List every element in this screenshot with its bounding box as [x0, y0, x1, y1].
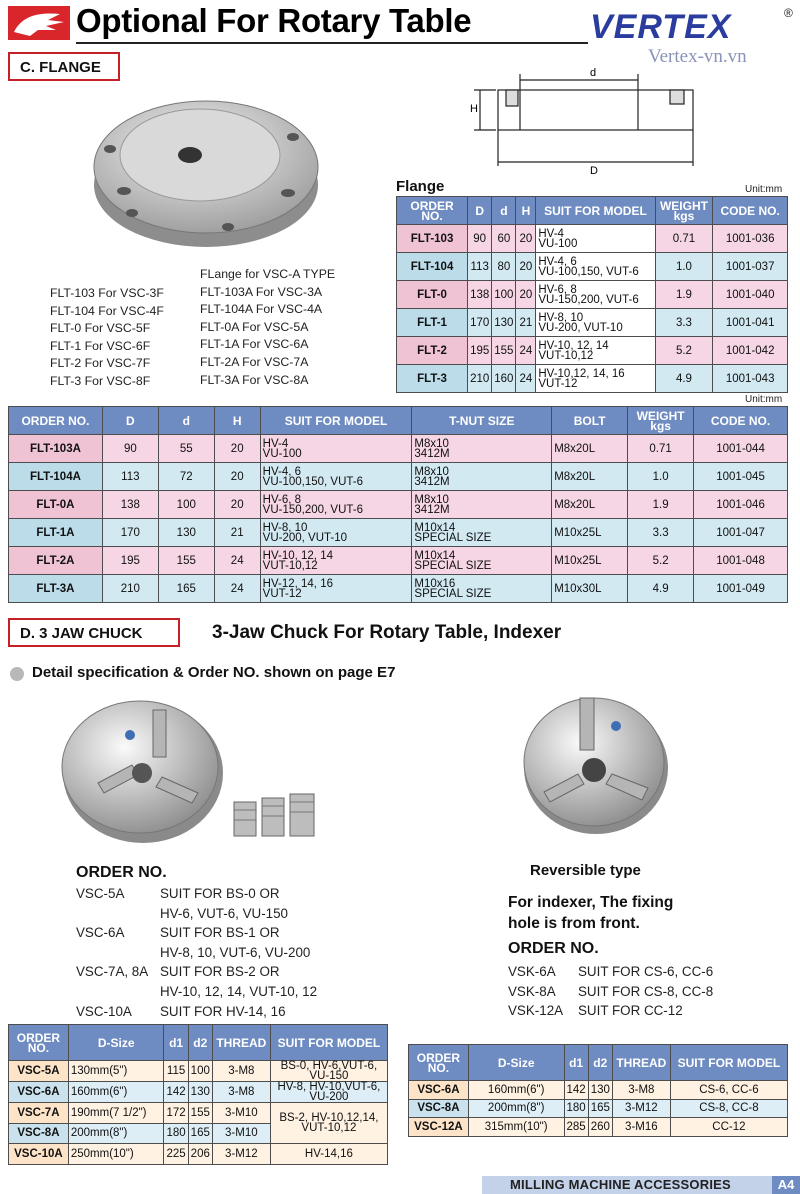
table-cell: 1001-046	[694, 491, 788, 519]
note-line: hole is from front.	[508, 915, 640, 932]
table-cell: 100	[492, 281, 516, 309]
column-header: D	[468, 197, 492, 225]
table-cell: 165	[588, 1099, 612, 1118]
column-header: THREAD	[612, 1045, 670, 1081]
table-cell: M8x10 3412M	[412, 435, 552, 463]
table-cell: 100	[188, 1061, 212, 1082]
table-cell: 130	[588, 1081, 612, 1100]
column-header: d2	[188, 1025, 212, 1061]
column-header: ORDER NO.	[409, 1045, 469, 1081]
order-code: VSK-6A	[508, 964, 556, 979]
table-cell: 24	[516, 365, 536, 393]
order-list-left	[76, 884, 317, 1021]
table-cell: 210	[102, 575, 158, 603]
table-cell: 1.0	[655, 253, 713, 281]
table-cell: M8x20L	[552, 491, 628, 519]
order-no-cell: VSC-12A	[409, 1118, 469, 1137]
table-cell: 285	[564, 1118, 588, 1137]
flange-photo	[88, 85, 323, 255]
table-cell: HV-4, 6 VU-100,150, VUT-6	[260, 463, 412, 491]
table-header-row	[9, 1025, 388, 1061]
order-text: SUIT FOR BS-2 OR	[160, 964, 280, 980]
table-cell: 0.71	[628, 435, 694, 463]
table-row	[9, 491, 788, 519]
list-item: FLT-2A For VSC-7A	[200, 354, 309, 369]
table-cell: HV-8, 10 VU-200, VUT-10	[536, 309, 655, 337]
section-tag-flange: C. FLANGE	[8, 52, 120, 81]
column-header: CODE NO.	[713, 197, 788, 225]
order-code: VSC-10A	[76, 1003, 132, 1019]
table-cell: 1001-048	[694, 547, 788, 575]
table-cell: 1001-042	[713, 337, 788, 365]
order-no-cell: FLT-0A	[9, 491, 103, 519]
unit-label: Unit:mm	[745, 394, 783, 405]
table-row	[9, 519, 788, 547]
table-row	[409, 1081, 788, 1100]
table-cell: 20	[214, 491, 260, 519]
flange-a-table	[8, 406, 788, 603]
brand-registered-mark: ®	[784, 6, 793, 20]
table-cell: 130	[188, 1082, 212, 1103]
table-row	[397, 337, 788, 365]
reversible-chuck-photo	[520, 688, 670, 838]
table-cell: 1001-049	[694, 575, 788, 603]
table-cell: 1001-044	[694, 435, 788, 463]
column-header: d1	[164, 1025, 188, 1061]
list-item: FLT-3 For VSC-8F	[50, 373, 151, 388]
table-cell: 3-M12	[612, 1099, 670, 1118]
table-cell: M10x25L	[552, 547, 628, 575]
table-cell: 0.71	[655, 225, 713, 253]
table-cell: 3-M8	[212, 1061, 270, 1082]
bullet-icon	[10, 667, 24, 681]
column-header: D	[102, 407, 158, 435]
chuck-table-right	[408, 1044, 788, 1137]
column-header: d1	[564, 1045, 588, 1081]
table-cell: 160mm(6")	[468, 1081, 564, 1100]
column-header: SUIT FOR MODEL	[536, 197, 655, 225]
table-cell: 1001-045	[694, 463, 788, 491]
table-cell: 138	[102, 491, 158, 519]
table-cell: 155	[188, 1103, 212, 1124]
list-item: HV-10, 12, 14, VUT-10, 12	[160, 983, 318, 999]
list-item: FLT-104A For VSC-4A	[200, 302, 323, 317]
table-cell: 115	[164, 1061, 188, 1082]
flange-technical-drawing	[470, 66, 720, 178]
table-cell: BS-2, HV-10,12,14, VUT-10,12	[270, 1103, 387, 1144]
table-cell: 55	[158, 435, 214, 463]
column-header: D-Size	[68, 1025, 164, 1061]
table-row	[9, 463, 788, 491]
table-cell: 170	[468, 309, 492, 337]
table-row	[397, 225, 788, 253]
table-cell: 1001-036	[713, 225, 788, 253]
table-cell: 260	[588, 1118, 612, 1137]
table-cell: 190mm(7 1/2")	[68, 1103, 164, 1124]
order-no-cell: FLT-3A	[9, 575, 103, 603]
order-no-cell: VSC-8A	[9, 1123, 69, 1144]
drawing-label-D: D	[590, 165, 598, 177]
drawing-label-h: H	[470, 103, 478, 115]
brand-logo-text: VERTEX	[590, 8, 732, 46]
table-cell: HV-4 VU-100	[536, 225, 655, 253]
table-cell: 138	[468, 281, 492, 309]
table-row	[397, 309, 788, 337]
order-code: VSC-6A	[76, 925, 125, 941]
order-no-cell: FLT-2	[397, 337, 468, 365]
table-cell: 113	[468, 253, 492, 281]
table-cell: M8x10 3412M	[412, 463, 552, 491]
list-item: FLT-103A For VSC-3A	[200, 284, 323, 299]
table-cell: 60	[492, 225, 516, 253]
order-text: SUIT FOR BS-1 OR	[160, 925, 280, 941]
flange-list-right	[200, 266, 335, 389]
table-cell: BS-0, HV-6,VUT-6, VU-150	[270, 1061, 387, 1082]
order-no-cell: FLT-1	[397, 309, 468, 337]
list-item	[76, 884, 317, 904]
reversible-label: Reversible type	[530, 862, 641, 879]
table-cell: 165	[158, 575, 214, 603]
table-cell: 180	[564, 1099, 588, 1118]
chuck-table-left	[8, 1024, 388, 1165]
table-cell: 72	[158, 463, 214, 491]
table-cell: 142	[564, 1081, 588, 1100]
brand-url: Vertex-vn.vn	[648, 46, 747, 67]
table-row	[409, 1118, 788, 1137]
table-cell: 3-M8	[212, 1082, 270, 1103]
list-item	[508, 982, 713, 1002]
table-cell: 24	[214, 575, 260, 603]
table-cell: 160	[492, 365, 516, 393]
column-header: H	[516, 197, 536, 225]
table-cell: HV-12, 14, 16 VUT-12	[260, 575, 412, 603]
footer-section-label: MILLING MACHINE ACCESSORIES	[510, 1177, 731, 1192]
order-text: SUIT FOR CS-6, CC-6	[578, 964, 714, 979]
column-header: ORDER NO.	[9, 407, 103, 435]
table-cell: 1.9	[655, 281, 713, 309]
column-header: T-NUT SIZE	[412, 407, 552, 435]
table-cell: 3.3	[655, 309, 713, 337]
order-text: SUIT FOR CC-12	[578, 1003, 683, 1019]
column-header: d2	[588, 1045, 612, 1081]
order-code: VSC-7A, 8A	[76, 964, 149, 980]
order-heading-right: ORDER NO.	[508, 940, 599, 957]
list-item: FLange for VSC-A TYPE	[200, 267, 336, 281]
table-cell: 21	[516, 309, 536, 337]
table-row	[9, 435, 788, 463]
drawing-label-d: d	[590, 67, 597, 79]
table-row	[9, 547, 788, 575]
table-cell: HV-8, 10 VU-200, VUT-10	[260, 519, 412, 547]
order-text: SUIT FOR CS-8, CC-8	[578, 983, 714, 999]
column-header: WEIGHT kgs	[628, 407, 694, 435]
table-cell: 113	[102, 463, 158, 491]
table-cell: 195	[102, 547, 158, 575]
table-header-row	[9, 407, 788, 435]
list-item	[76, 1002, 317, 1022]
table-cell: HV-10,12, 14, 16 VUT-12	[536, 365, 655, 393]
table-row	[397, 253, 788, 281]
order-text: SUIT FOR HV-14, 16	[160, 1003, 286, 1019]
table-cell: CS-6, CC-6	[670, 1081, 787, 1100]
table-cell: M10x14 SPECIAL SIZE	[412, 547, 552, 575]
table-row	[9, 575, 788, 603]
order-no-cell: VSC-6A	[409, 1081, 469, 1100]
table-cell: 210	[468, 365, 492, 393]
table-cell: 4.9	[628, 575, 694, 603]
table-cell: 20	[516, 253, 536, 281]
column-header: ORDER NO.	[397, 197, 468, 225]
table-cell: 1001-037	[713, 253, 788, 281]
table-cell: 24	[214, 547, 260, 575]
table-cell: 130	[158, 519, 214, 547]
table-cell: 20	[516, 281, 536, 309]
list-item	[508, 962, 713, 982]
list-item	[508, 1001, 713, 1021]
table-cell: HV-4 VU-100	[260, 435, 412, 463]
table-cell: 250mm(10")	[68, 1144, 164, 1165]
list-item: FLT-103 For VSC-3F	[50, 286, 164, 300]
table-cell: 180	[164, 1123, 188, 1144]
table-cell: 100	[158, 491, 214, 519]
table-cell: 20	[214, 435, 260, 463]
page-title: Optional For Rotary Table	[76, 2, 472, 39]
table-cell: 155	[158, 547, 214, 575]
list-item: FLT-0A For VSC-5A	[200, 319, 309, 334]
table-cell: 225	[164, 1144, 188, 1165]
flange-list-left	[50, 285, 164, 391]
table-cell: 5.2	[655, 337, 713, 365]
column-header: BOLT	[552, 407, 628, 435]
table-row	[9, 1144, 388, 1165]
order-no-cell: VSC-8A	[409, 1099, 469, 1118]
column-header: CODE NO.	[694, 407, 788, 435]
table-header-row	[397, 197, 788, 225]
table-cell: 20	[214, 463, 260, 491]
table-row	[397, 281, 788, 309]
table-cell: 1.9	[628, 491, 694, 519]
order-no-cell: FLT-2A	[9, 547, 103, 575]
order-no-cell: FLT-1A	[9, 519, 103, 547]
table-cell: 3-M10	[212, 1103, 270, 1124]
table-cell: M10x30L	[552, 575, 628, 603]
table-cell: 3-M16	[612, 1118, 670, 1137]
chuck-heading: 3-Jaw Chuck For Rotary Table, Indexer	[212, 622, 562, 643]
table-cell: 1001-047	[694, 519, 788, 547]
note-line: For indexer, The fixing	[508, 894, 674, 911]
table-cell: M8x20L	[552, 463, 628, 491]
order-no-cell: FLT-0	[397, 281, 468, 309]
order-list-right	[508, 962, 713, 1021]
table-cell: 3.3	[628, 519, 694, 547]
list-item: HV-6, VUT-6, VU-150	[160, 905, 289, 921]
table-cell: 1001-040	[713, 281, 788, 309]
table-cell: 90	[102, 435, 158, 463]
order-no-cell: FLT-103	[397, 225, 468, 253]
table-cell: M10x14 SPECIAL SIZE	[412, 519, 552, 547]
table-cell: M10x25L	[552, 519, 628, 547]
company-logo	[8, 6, 70, 40]
order-no-cell: FLT-3	[397, 365, 468, 393]
table-cell: CC-12	[670, 1118, 787, 1137]
column-header: WEIGHT kgs	[655, 197, 713, 225]
list-item: FLT-0 For VSC-5F	[50, 321, 151, 336]
table-cell: M10x16 SPECIAL SIZE	[412, 575, 552, 603]
order-code: VSK-12A	[508, 1003, 564, 1019]
column-header: SUIT FOR MODEL	[670, 1045, 787, 1081]
table-cell: 3-M12	[212, 1144, 270, 1165]
table-cell: HV-14,16	[270, 1144, 387, 1165]
table-row	[9, 1103, 388, 1124]
table-cell: 195	[468, 337, 492, 365]
table-cell: CS-8, CC-8	[670, 1099, 787, 1118]
table-cell: M8x20L	[552, 435, 628, 463]
column-header: SUIT FOR MODEL	[260, 407, 412, 435]
table-row	[409, 1099, 788, 1118]
table-cell: 90	[468, 225, 492, 253]
order-no-cell: FLT-103A	[9, 435, 103, 463]
table-cell: HV-10, 12, 14 VUT-10,12	[260, 547, 412, 575]
table-cell: 200mm(8")	[468, 1099, 564, 1118]
table-cell: 155	[492, 337, 516, 365]
order-code: VSK-8A	[508, 983, 556, 999]
table-cell: 5.2	[628, 547, 694, 575]
column-header: THREAD	[212, 1025, 270, 1061]
order-no-cell: FLT-104	[397, 253, 468, 281]
order-no-cell: VSC-5A	[9, 1061, 69, 1082]
order-no-cell: VSC-7A	[9, 1103, 69, 1124]
column-header: d	[492, 197, 516, 225]
column-header: H	[214, 407, 260, 435]
table-cell: 315mm(10")	[468, 1118, 564, 1137]
table-cell: 165	[188, 1123, 212, 1144]
table-cell: 80	[492, 253, 516, 281]
order-heading-left: ORDER NO.	[76, 864, 167, 881]
list-item	[76, 923, 317, 943]
order-no-cell: FLT-104A	[9, 463, 103, 491]
page-number: A4	[772, 1176, 800, 1194]
table-cell: 170	[102, 519, 158, 547]
table-cell: 206	[188, 1144, 212, 1165]
chuck-jaws-photo	[228, 788, 328, 843]
table-cell: HV-6, 8 VU-150,200, VUT-6	[260, 491, 412, 519]
table-cell: 130mm(5")	[68, 1061, 164, 1082]
list-item: FLT-104 For VSC-4F	[50, 303, 164, 318]
column-header: ORDER NO.	[9, 1025, 69, 1061]
detail-note: Detail specification & Order NO. shown on page E7	[32, 664, 396, 681]
list-item: HV-8, 10, VUT-6, VU-200	[160, 944, 311, 960]
order-code: VSC-5A	[76, 886, 125, 901]
table-cell: 1.0	[628, 463, 694, 491]
column-header: D-Size	[468, 1045, 564, 1081]
flange-table	[396, 196, 788, 393]
table-cell: 160mm(6")	[68, 1082, 164, 1103]
table-cell: 200mm(8")	[68, 1123, 164, 1144]
table-cell: HV-4, 6 VU-100,150, VUT-6	[536, 253, 655, 281]
table-cell: 142	[164, 1082, 188, 1103]
table-header-row	[409, 1045, 788, 1081]
column-header: SUIT FOR MODEL	[270, 1025, 387, 1061]
list-item: FLT-1 For VSC-6F	[50, 338, 151, 353]
list-item: FLT-1A For VSC-6A	[200, 337, 309, 352]
table-cell: HV-10, 12, 14 VUT-10,12	[536, 337, 655, 365]
table-cell: 21	[214, 519, 260, 547]
list-item	[76, 962, 317, 982]
list-item: FLT-3A For VSC-8A	[200, 372, 309, 387]
table-cell: HV-6, 8 VU-150,200, VUT-6	[536, 281, 655, 309]
table-row	[9, 1082, 388, 1103]
order-no-cell: VSC-6A	[9, 1082, 69, 1103]
table-cell: HV-8, HV-10,VUT-6, VU-200	[270, 1082, 387, 1103]
order-text: SUIT FOR BS-0 OR	[160, 886, 280, 901]
list-item: FLT-2 For VSC-7F	[50, 356, 151, 371]
indexer-note	[508, 892, 673, 934]
table-cell: 1001-043	[713, 365, 788, 393]
table-cell: 20	[516, 225, 536, 253]
table-cell: 24	[516, 337, 536, 365]
table-row	[397, 365, 788, 393]
table-cell: 4.9	[655, 365, 713, 393]
order-no-cell: VSC-10A	[9, 1144, 69, 1165]
table-cell: 172	[164, 1103, 188, 1124]
table-cell: 3-M8	[612, 1081, 670, 1100]
table-row	[9, 1061, 388, 1082]
table-cell: 3-M10	[212, 1123, 270, 1144]
column-header: d	[158, 407, 214, 435]
title-underline	[76, 42, 588, 44]
unit-label: Unit:mm	[745, 184, 783, 195]
table-cell: 1001-041	[713, 309, 788, 337]
table-cell: M8x10 3412M	[412, 491, 552, 519]
chuck-photo	[58, 695, 228, 845]
section-tag-chuck: D. 3 JAW CHUCK	[8, 618, 180, 647]
table-cell: 130	[492, 309, 516, 337]
flange-table-caption: Flange	[396, 178, 445, 195]
